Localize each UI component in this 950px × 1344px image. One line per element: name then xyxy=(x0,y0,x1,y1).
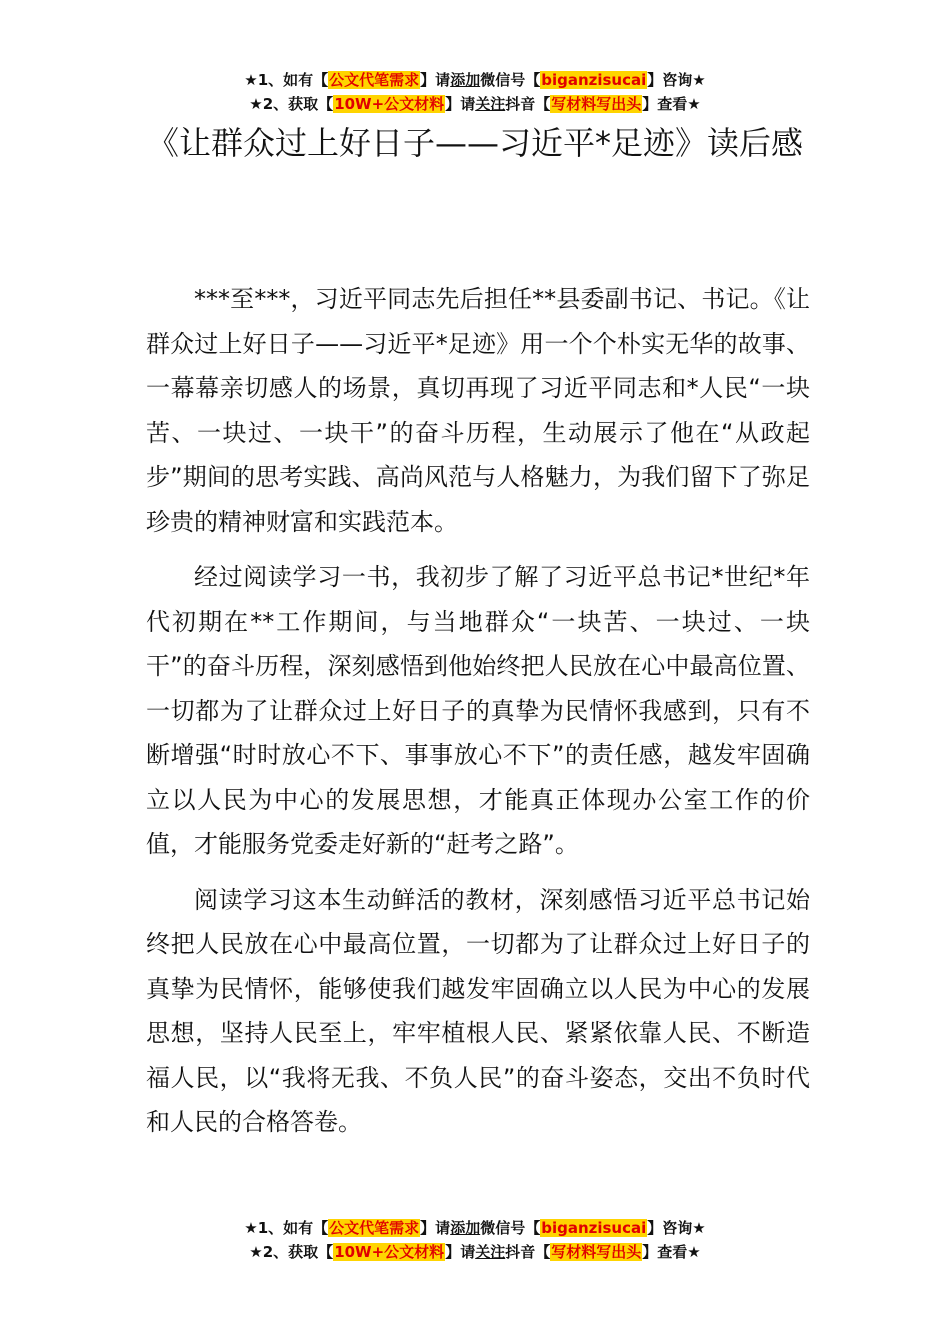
ad-underline-text: 关注 xyxy=(475,1243,506,1261)
wechat-id: biganzisucai xyxy=(541,1219,647,1237)
ad-underline-text: 关注 xyxy=(475,95,506,113)
ad-underline-text: 添加 xyxy=(450,71,481,89)
ad-text: 】查看★ xyxy=(642,1243,701,1261)
ad-text: ★2、获取【 xyxy=(249,1243,334,1261)
body-paragraph: ***至***，习近平同志先后担任**县委副书记、书记。《让群众过上好日子——习近平*足迹》用一个个朴实无华的故事、一幕幕亲切感人的场景，真切再现了习近平同志和*人民“一块苦、一块过、一块干”的奋斗历程，生动展示了他在“从政起步”期间的思考实践、高尚风范与人格魅力，为我们留下了弥足珍贵的精神财富和实践范本。 xyxy=(146,285,810,536)
document-title: 《让群众过上好日子——习近平*足迹》读后感 xyxy=(146,124,803,162)
document-body xyxy=(146,277,810,1156)
ad-text: ★2、获取【 xyxy=(249,95,334,113)
ad-text: 抖音【 xyxy=(505,1243,551,1261)
ad-highlight: 10W+公文材料 xyxy=(334,95,445,113)
ad-line-1 xyxy=(0,68,950,92)
ad-text: 】请 xyxy=(445,95,476,113)
ad-text: ★1、如有【 xyxy=(244,71,329,89)
body-paragraph: 经过阅读学习一书，我初步了解了习近平总书记*世纪*年代初期在**工作期间，与当地群众“一块苦、一块过、一块干”的奋斗历程，深刻感悟到他始终把人民放在心中最高位置、一切都为了让群众过上好日子的真挚为民情怀我感到，只有不断增强“时时放心不下、事事放心不下”的责任感，越发牢固确立以人民为中心的发展思想，才能真正体现办公室工作的价值，才能服务党委走好新的“赶考之路”。 xyxy=(146,563,810,858)
ad-banner-top xyxy=(0,68,950,116)
ad-highlight: 公文代笔需求 xyxy=(329,1219,420,1237)
ad-highlight: 10W+公文材料 xyxy=(334,1243,445,1261)
ad-text: 】请 xyxy=(445,1243,476,1261)
ad-text: 】咨询★ xyxy=(647,1219,706,1237)
ad-banner-bottom xyxy=(0,1216,950,1264)
ad-highlight: 公文代笔需求 xyxy=(329,71,420,89)
ad-text: 抖音【 xyxy=(505,95,551,113)
ad-text: 微信号【 xyxy=(480,71,541,89)
douyin-account: 写材料写出头 xyxy=(551,95,642,113)
ad-text: ★1、如有【 xyxy=(244,1219,329,1237)
body-paragraph: 阅读学习这本生动鲜活的教材，深刻感悟习近平总书记始终把人民放在心中最高位置，一切都为了让群众过上好日子的真挚为民情怀，能够使我们越发牢固确立以人民为中心的发展思想，坚持人民至上，牢牢植根人民、紧紧依靠人民、不断造福人民，以“我将无我、不负人民”的奋斗姿态，交出不负时代和人民的合格答卷。 xyxy=(146,885,810,1136)
ad-text: 】请 xyxy=(420,1219,451,1237)
ad-underline-text: 添加 xyxy=(450,1219,481,1237)
ad-line-2 xyxy=(0,1240,950,1264)
ad-text: 微信号【 xyxy=(480,1219,541,1237)
ad-text: 】请 xyxy=(420,71,451,89)
ad-line-2 xyxy=(0,92,950,116)
ad-text: 】咨询★ xyxy=(647,71,706,89)
douyin-account: 写材料写出头 xyxy=(551,1243,642,1261)
ad-line-1 xyxy=(0,1216,950,1240)
ad-text: 】查看★ xyxy=(642,95,701,113)
wechat-id: biganzisucai xyxy=(541,71,647,89)
